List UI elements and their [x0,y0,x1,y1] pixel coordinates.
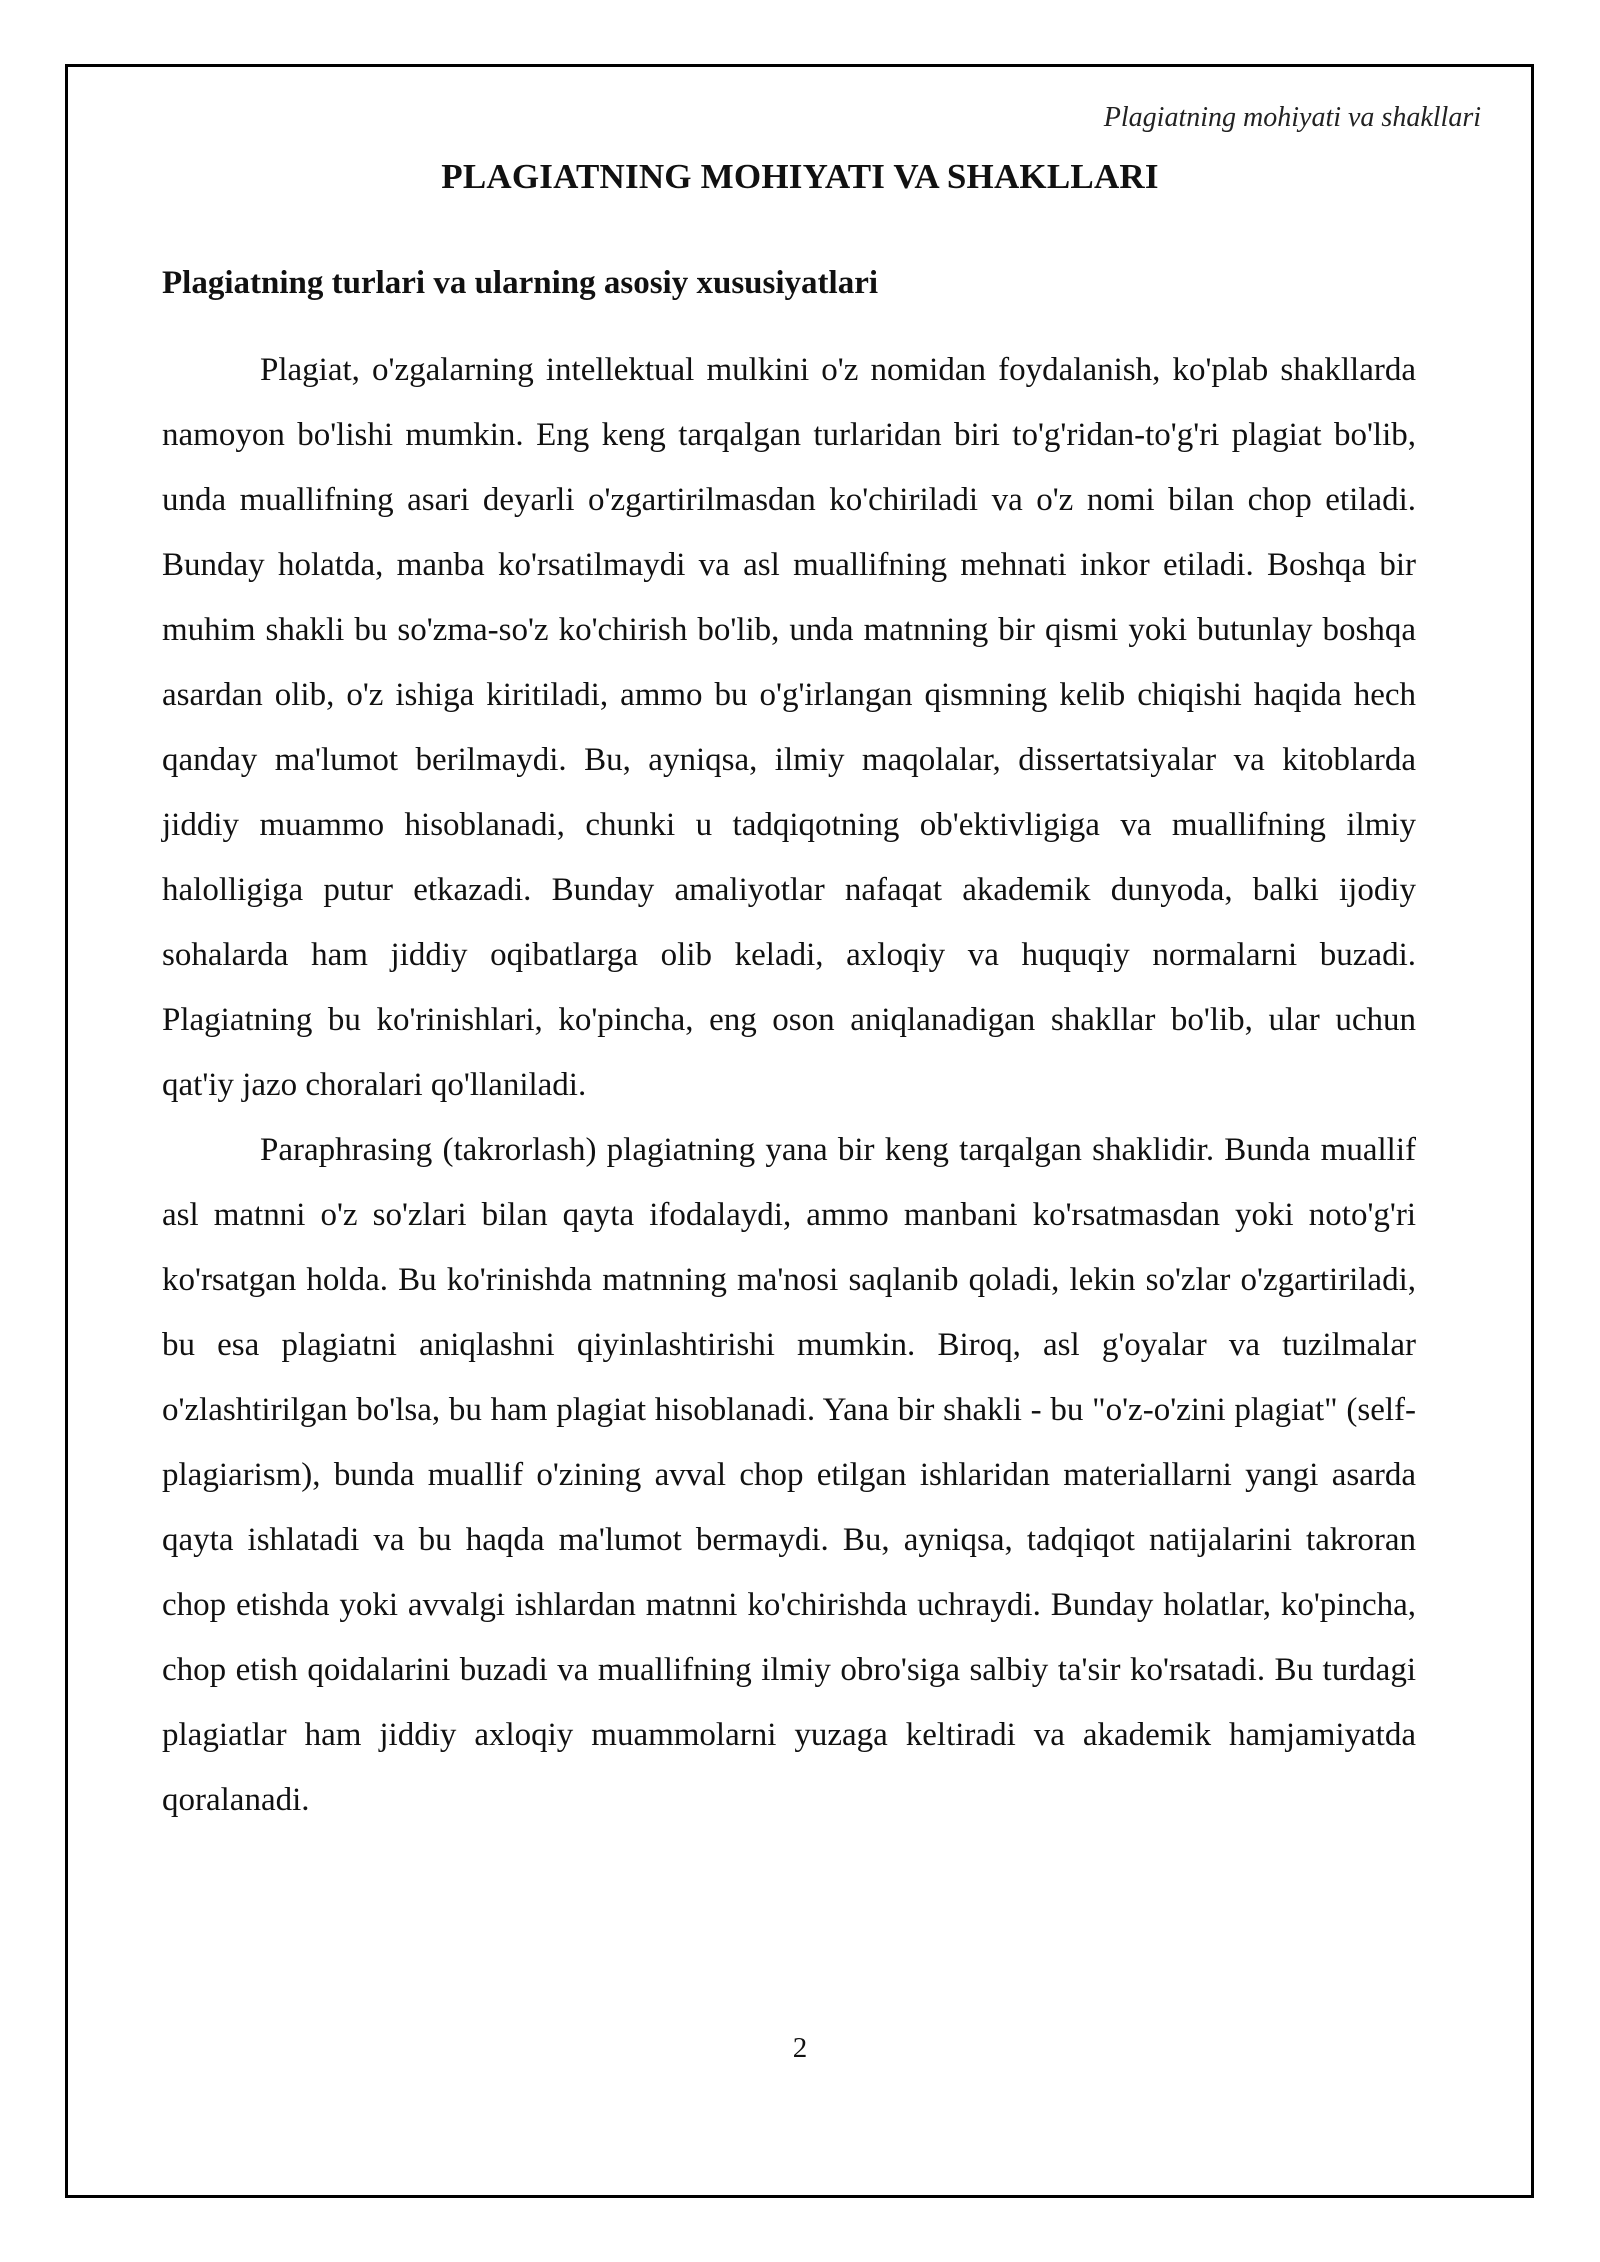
page-title: PLAGIATNING MOHIYATI VA SHAKLLARI [441,157,1159,196]
section-heading: Plagiatning turlari va ularning asosiy xususiyatlari [162,265,879,301]
body-text [162,338,1416,1833]
paragraph: Paraphrasing (takrorlash) plagiatning yana bir keng tarqalgan shaklidir. Bunda muallif asl matnni o'z so'zlari bilan qayta ifodalaydi, ammo manbani ko'rsatmasdan yoki noto'g'ri ko'rsatgan holda. Bu ko'rinishda matnning ma'nosi saqlanib qoladi, lekin so'zlar o'zgartiriladi, bu esa plagiatni aniqlashni qiyinlashtirishi mumkin. Biroq, asl g'oyalar va tuzilmalar o'zlashtirilgan bo'lsa, bu ham plagiat hisoblanadi. Yana bir shakli - bu "o'z-o'zini plagiat" (self-plagiarism), bunda muallif o'zining avval chop etilgan ishlaridan materiallarni yangi asarda qayta ishlatadi va bu haqda ma'lumot bermaydi. Bu, ayniqsa, tadqiqot natijalarini takroran chop etishda yoki avvalgi ishlardan matnni ko'chirishda uchraydi. Bunday holatlar, ko'pincha, chop etish qoidalarini buzadi va muallifning ilmiy obro'siga salbiy ta'sir ko'rsatadi. Bu turdagi plagiatlar ham jiddiy axloqiy muammolarni yuzaga keltiradi va akademik hamjamiyatda qoralanadi. [162,1132,1416,1818]
running-header: Plagiatning mohiyati va shakllari [1103,102,1481,133]
page-number: 2 [792,2032,808,2064]
paragraph: Plagiat, o'zgalarning intellektual mulkini o'z nomidan foydalanish, ko'plab shakllarda namoyon bo'lishi mumkin. Eng keng tarqalgan turlaridan biri to'g'ridan-to'g'ri plagiat bo'lib, unda muallifning asari deyarli o'zgartirilmasdan ko'chiriladi va o'z nomi bilan chop etiladi. Bunday holatda, manba ko'rsatilmaydi va asl muallifning mehnati inkor etiladi. Boshqa bir muhim shakli bu so'zma-so'z ko'chirish bo'lib, unda matnning bir qismi yoki butunlay boshqa asardan olib, o'z ishiga kiritiladi, ammo bu o'g'irlangan qismning kelib chiqishi haqida hech qanday ma'lumot berilmaydi. Bu, ayniqsa, ilmiy maqolalar, dissertatsiyalar va kitoblarda jiddiy muammo hisoblanadi, chunki u tadqiqotning ob'ektivligiga va muallifning ilmiy halolligiga putur etkazadi. Bunday amaliyotlar nafaqat akademik dunyoda, balki ijodiy sohalarda ham jiddiy oqibatlarga olib keladi, axloqiy va huquqiy normalarni buzadi. Plagiatning bu ko'rinishlari, ko'pincha, eng oson aniqlanadigan shakllar bo'lib, ular uchun qat'iy jazo choralari qo'llaniladi. [162,352,1416,1103]
